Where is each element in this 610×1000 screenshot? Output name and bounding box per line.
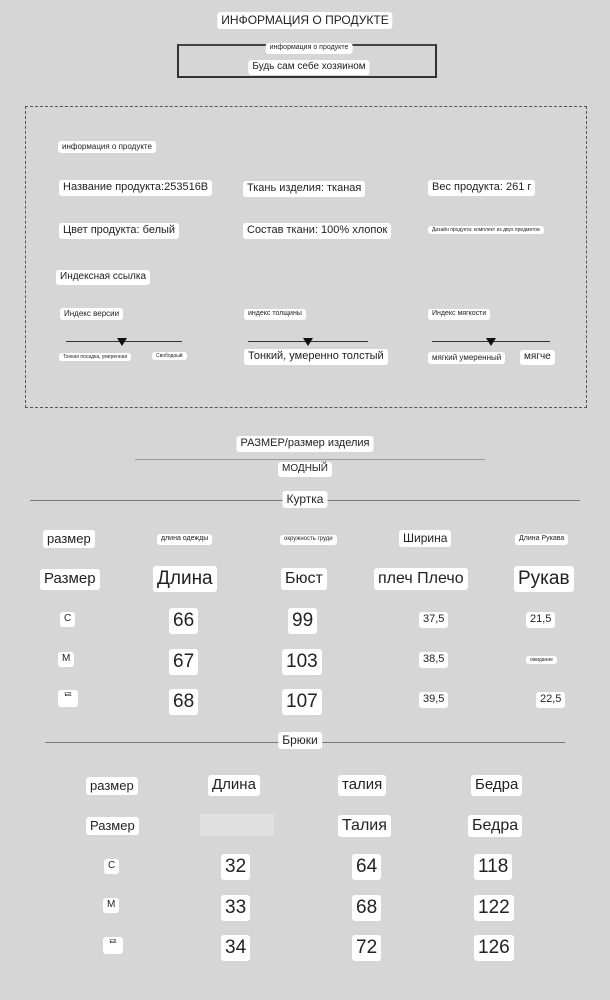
jacket-row-sleeve: ожидание (526, 656, 557, 664)
product-design: Дизайн продукта: комплект из двух предметов (428, 226, 544, 234)
pants-label-hips: Бедра (468, 815, 522, 837)
softness-index-left-label: мягкий умеренный (428, 352, 505, 364)
product-color: Цвет продукта: белый (59, 223, 179, 239)
jacket-row-sleeve: 22,5 (536, 692, 565, 708)
jacket-header-shoulder: Ширина (399, 530, 451, 547)
pants-header-length: Длина (208, 775, 260, 796)
jacket-header-sleeve: Длина Рукава (515, 534, 568, 545)
pants-header-hips: Бедра (471, 775, 522, 796)
jacket-row-shoulder: 39,5 (419, 692, 448, 708)
jacket-label-bust: Бюст (281, 568, 327, 590)
jacket-row-length: 67 (169, 649, 198, 675)
jacket-row-size: М (58, 652, 74, 667)
jacket-row-size: ᄅ (58, 690, 78, 707)
jacket-row-shoulder: 38,5 (419, 652, 448, 668)
jacket-row-bust: 103 (282, 649, 322, 675)
softness-index-marker (486, 338, 496, 346)
page-title: ИНФОРМАЦИЯ О ПРОДУКТЕ (217, 12, 392, 29)
pants-row-waist: 72 (352, 935, 381, 961)
jacket-row-sleeve: 21,5 (526, 612, 555, 628)
thickness-index-marker (303, 338, 313, 346)
pants-row-size: М (103, 898, 119, 913)
pants-row-hips: 126 (474, 935, 514, 961)
thickness-index-left-label: Тонкий, умеренно толстый (244, 349, 388, 365)
pants-row-hips: 118 (474, 854, 512, 880)
size-section-title: РАЗМЕР/размер изделия (237, 436, 374, 452)
slogan-text: Будь сам себе хозяином (248, 60, 369, 75)
pants-row-length: 32 (221, 854, 250, 880)
product-weight: Вес продукта: 261 г (428, 180, 535, 196)
jacket-header-length: длина одежды (157, 534, 212, 545)
pants-label-waist: Талия (338, 815, 391, 837)
size-section-divider (135, 459, 485, 460)
jacket-row-shoulder: 37,5 (419, 612, 448, 628)
thickness-index-title: индекс толщины (244, 309, 306, 320)
softness-index-title: Индекс мягкости (428, 309, 490, 320)
pants-label-size: Размер (86, 817, 139, 835)
pants-header-size: размер (86, 777, 138, 795)
jacket-title: Куртка (283, 491, 328, 508)
pants-row-waist: 64 (352, 854, 381, 880)
pants-label-length-blank (200, 814, 274, 836)
product-name: Название продукта:253516B (59, 180, 212, 196)
pants-row-size: С (104, 859, 119, 874)
pants-row-waist: 68 (352, 895, 381, 921)
fit-index-left-label: Тонкая посадка, умеренная (59, 353, 131, 361)
jacket-row-bust: 99 (288, 608, 317, 634)
pants-title: Брюки (278, 732, 322, 749)
jacket-label-shoulder: плеч Плечо (374, 568, 468, 590)
product-composition: Состав ткани: 100% хлопок (243, 223, 391, 239)
jacket-row-length: 68 (169, 689, 198, 715)
jacket-row-size: С (60, 612, 75, 627)
slogan-box (177, 44, 437, 78)
jacket-label-size: Размер (40, 569, 100, 590)
pants-row-size: ᄅ (103, 937, 123, 954)
pants-row-length: 34 (221, 935, 250, 961)
fit-index-title: Индекс версии (60, 308, 123, 320)
slogan-box-caption: информация о продукте (266, 43, 353, 54)
jacket-header-size: размер (43, 530, 95, 548)
softness-index-right-label: мягче (520, 350, 555, 365)
product-fabric: Ткань изделия: тканая (243, 181, 365, 197)
jacket-row-length: 66 (169, 608, 198, 634)
jacket-label-sleeve: Рукав (514, 566, 574, 592)
jacket-row-bust: 107 (282, 689, 322, 715)
pants-row-length: 33 (221, 895, 250, 921)
index-heading: Индексная ссылка (56, 270, 150, 285)
pants-header-waist: талия (338, 775, 386, 796)
info-section-label: информация о продукте (58, 141, 156, 153)
jacket-header-bust: окружность груди (280, 535, 337, 545)
fit-index-marker (117, 338, 127, 346)
pants-row-hips: 122 (474, 895, 514, 921)
fit-index-right-label: Свободный (152, 352, 187, 360)
size-section-subtitle: МОДНЫЙ (278, 462, 332, 477)
jacket-label-length: Длина (153, 566, 217, 592)
